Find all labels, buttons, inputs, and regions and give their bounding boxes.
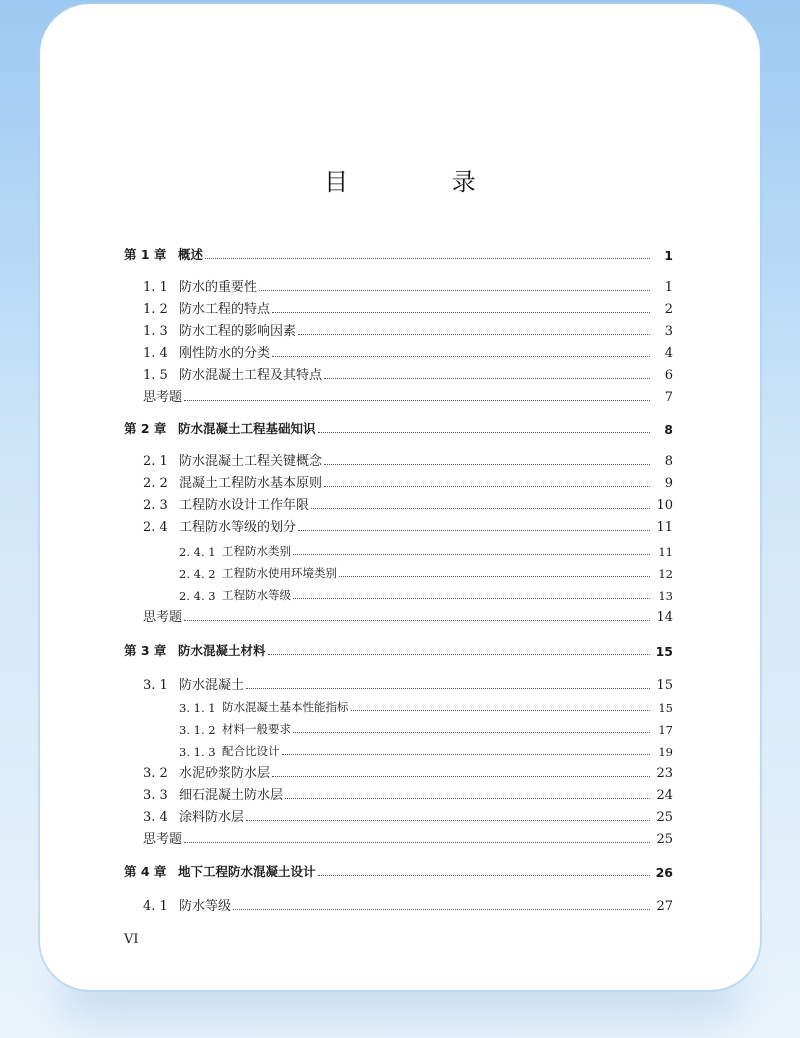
toc-leader-dots [272, 775, 650, 777]
toc-title: 细石混凝土防水层 [179, 788, 284, 803]
toc-number: 3. 4 [143, 810, 168, 825]
toc-entry-chapter [0, 860, 800, 880]
toc-number: 第 3 章 [124, 643, 167, 658]
toc-title: 防水工程的特点 [179, 302, 271, 317]
toc-page-number: 7 [664, 390, 673, 405]
toc-entry-section [0, 894, 800, 914]
toc-title: 防水混凝土基本性能指标 [222, 700, 349, 714]
toc-entry-section [0, 783, 800, 803]
toc-number: 第 2 章 [124, 421, 167, 436]
toc-title: 地下工程防水混凝土设计 [178, 864, 316, 879]
toc-page-number: 8 [664, 422, 673, 437]
toc-page-number: 17 [658, 723, 673, 737]
toc-page-number: 2 [664, 302, 673, 317]
toc-number: 2. 3 [143, 498, 168, 513]
toc-number: 4. 1 [143, 899, 168, 914]
toc-page-number: 11 [656, 520, 673, 535]
toc-title: 工程防水等级的划分 [179, 520, 297, 535]
toc-leader-dots [318, 431, 650, 433]
toc-number: 第 1 章 [124, 247, 167, 262]
toc-title: 思考题 [143, 610, 183, 625]
toc-number: 2. 4. 3 [179, 589, 216, 603]
toc-title: 思考题 [143, 832, 183, 847]
toc-entry-section [0, 471, 800, 491]
toc-page-number: 27 [656, 899, 673, 914]
toc-number: 1. 5 [143, 368, 168, 383]
toc-page-number: 13 [658, 589, 673, 603]
toc-number: 2. 2 [143, 476, 168, 491]
toc-page-number: 6 [664, 368, 673, 383]
toc-page-number: 4 [664, 346, 673, 361]
toc-number: 1. 1 [143, 280, 168, 295]
toc-page-number: 24 [656, 788, 673, 803]
toc-number: 第 4 章 [124, 864, 167, 879]
toc-leader-dots [272, 355, 650, 357]
toc-title: 工程防水使用环境类别 [222, 566, 337, 580]
toc-title: 思考题 [143, 390, 183, 405]
toc-number: 3. 1 [143, 678, 168, 693]
toc-entry-section [0, 515, 800, 535]
toc-entry-sub [0, 739, 800, 759]
toc-title: 刚性防水的分类 [179, 346, 271, 361]
toc-entry-chapter [0, 243, 800, 263]
toc-page-number: 11 [658, 545, 673, 559]
toc-page-number: 15 [656, 678, 673, 693]
toc-title: 工程防水等级 [222, 588, 291, 602]
toc-leader-dots [324, 377, 650, 379]
toc-leader-dots [324, 485, 650, 487]
toc-title: 工程防水设计工作年限 [179, 498, 310, 513]
toc-leader-dots [311, 507, 650, 509]
toc-leader-dots [285, 797, 650, 799]
toc-number: 3. 3 [143, 788, 168, 803]
toc-leader-dots [318, 874, 650, 876]
toc-entry-section [0, 363, 800, 383]
toc-entry-think [0, 827, 800, 847]
toc-entry-section [0, 275, 800, 295]
toc-leader-dots [339, 575, 650, 577]
toc-leader-dots [298, 529, 650, 531]
toc-entry-section [0, 319, 800, 339]
toc-page-number: 15 [658, 701, 673, 715]
toc-page-number: 26 [655, 865, 673, 880]
toc-title: 水泥砂浆防水层 [179, 766, 271, 781]
toc-leader-dots [184, 399, 650, 401]
toc-title: 材料一般要求 [222, 722, 291, 736]
toc-entry-sub [0, 583, 800, 603]
toc-leader-dots [324, 463, 650, 465]
toc-title: 防水工程的影响因素 [179, 324, 297, 339]
toc-entry-sub [0, 695, 800, 715]
toc-title: 防水等级 [179, 899, 232, 914]
toc-number: 1. 4 [143, 346, 168, 361]
toc-title: 防水混凝土工程基础知识 [178, 421, 316, 436]
toc-entry-section [0, 805, 800, 825]
toc-leader-dots [298, 333, 650, 335]
toc-leader-dots [259, 289, 650, 291]
toc-page-number: 25 [656, 810, 673, 825]
toc-leader-dots [184, 619, 650, 621]
toc-number: 3. 1. 1 [179, 701, 216, 715]
toc-leader-dots [293, 731, 650, 733]
toc-title: 防水混凝土 [179, 678, 245, 693]
toc-leader-dots [282, 753, 651, 755]
toc-number: 3. 1. 3 [179, 745, 216, 759]
toc-entry-section [0, 673, 800, 693]
toc-number: 3. 2 [143, 766, 168, 781]
toc-entry-section [0, 297, 800, 317]
toc-title: 防水混凝土工程及其特点 [179, 368, 323, 383]
toc-page-number: 15 [655, 644, 673, 659]
toc-title: 工程防水类别 [222, 544, 291, 558]
toc-leader-dots [233, 908, 650, 910]
toc-entry-section [0, 341, 800, 361]
toc-number: 2. 1 [143, 454, 168, 469]
toc-page-number: 23 [656, 766, 673, 781]
toc-leader-dots [268, 653, 650, 655]
toc-page-number: 25 [656, 832, 673, 847]
toc-number: 2. 4 [143, 520, 168, 535]
toc-leader-dots [205, 257, 650, 259]
toc-page-number: 3 [664, 324, 673, 339]
toc-leader-dots [293, 553, 650, 555]
toc-page-number: 1 [664, 280, 673, 295]
toc-number: 2. 4. 2 [179, 567, 216, 581]
toc-page-number: 14 [656, 610, 673, 625]
toc-page-number: 1 [664, 248, 673, 263]
toc-number: 2. 4. 1 [179, 545, 216, 559]
toc-leader-dots [272, 311, 650, 313]
page-title: 目 录 [324, 168, 524, 196]
toc-entry-section [0, 449, 800, 469]
toc-entry-sub [0, 717, 800, 737]
toc-title: 防水混凝土工程关键概念 [179, 454, 323, 469]
toc-entry-section [0, 493, 800, 513]
toc-title: 概述 [178, 247, 204, 262]
toc-entry-think [0, 605, 800, 625]
toc-number: 1. 3 [143, 324, 168, 339]
toc-leader-dots [293, 597, 650, 599]
toc-title: 防水的重要性 [179, 280, 258, 295]
toc-page-number: 19 [658, 745, 673, 759]
toc-title: 混凝土工程防水基本原则 [179, 476, 323, 491]
toc-leader-dots [351, 709, 651, 711]
toc-entry-sub [0, 561, 800, 581]
toc-entry-chapter [0, 417, 800, 437]
toc-leader-dots [184, 841, 650, 843]
toc-page-number: 12 [658, 567, 673, 581]
toc-title: 配合比设计 [222, 744, 280, 758]
toc-entry-think [0, 385, 800, 405]
page-number: VI [124, 932, 139, 947]
toc-page-number: 8 [664, 454, 673, 469]
toc-number: 1. 2 [143, 302, 168, 317]
toc-entry-chapter [0, 639, 800, 659]
toc-leader-dots [246, 687, 650, 689]
toc-page-number: 9 [664, 476, 673, 491]
toc-title: 涂料防水层 [179, 810, 245, 825]
toc-page-number: 10 [656, 498, 673, 513]
toc-number: 3. 1. 2 [179, 723, 216, 737]
toc-leader-dots [246, 819, 650, 821]
toc-entry-section [0, 761, 800, 781]
toc-entry-sub [0, 539, 800, 559]
toc-title: 防水混凝土材料 [178, 643, 266, 658]
